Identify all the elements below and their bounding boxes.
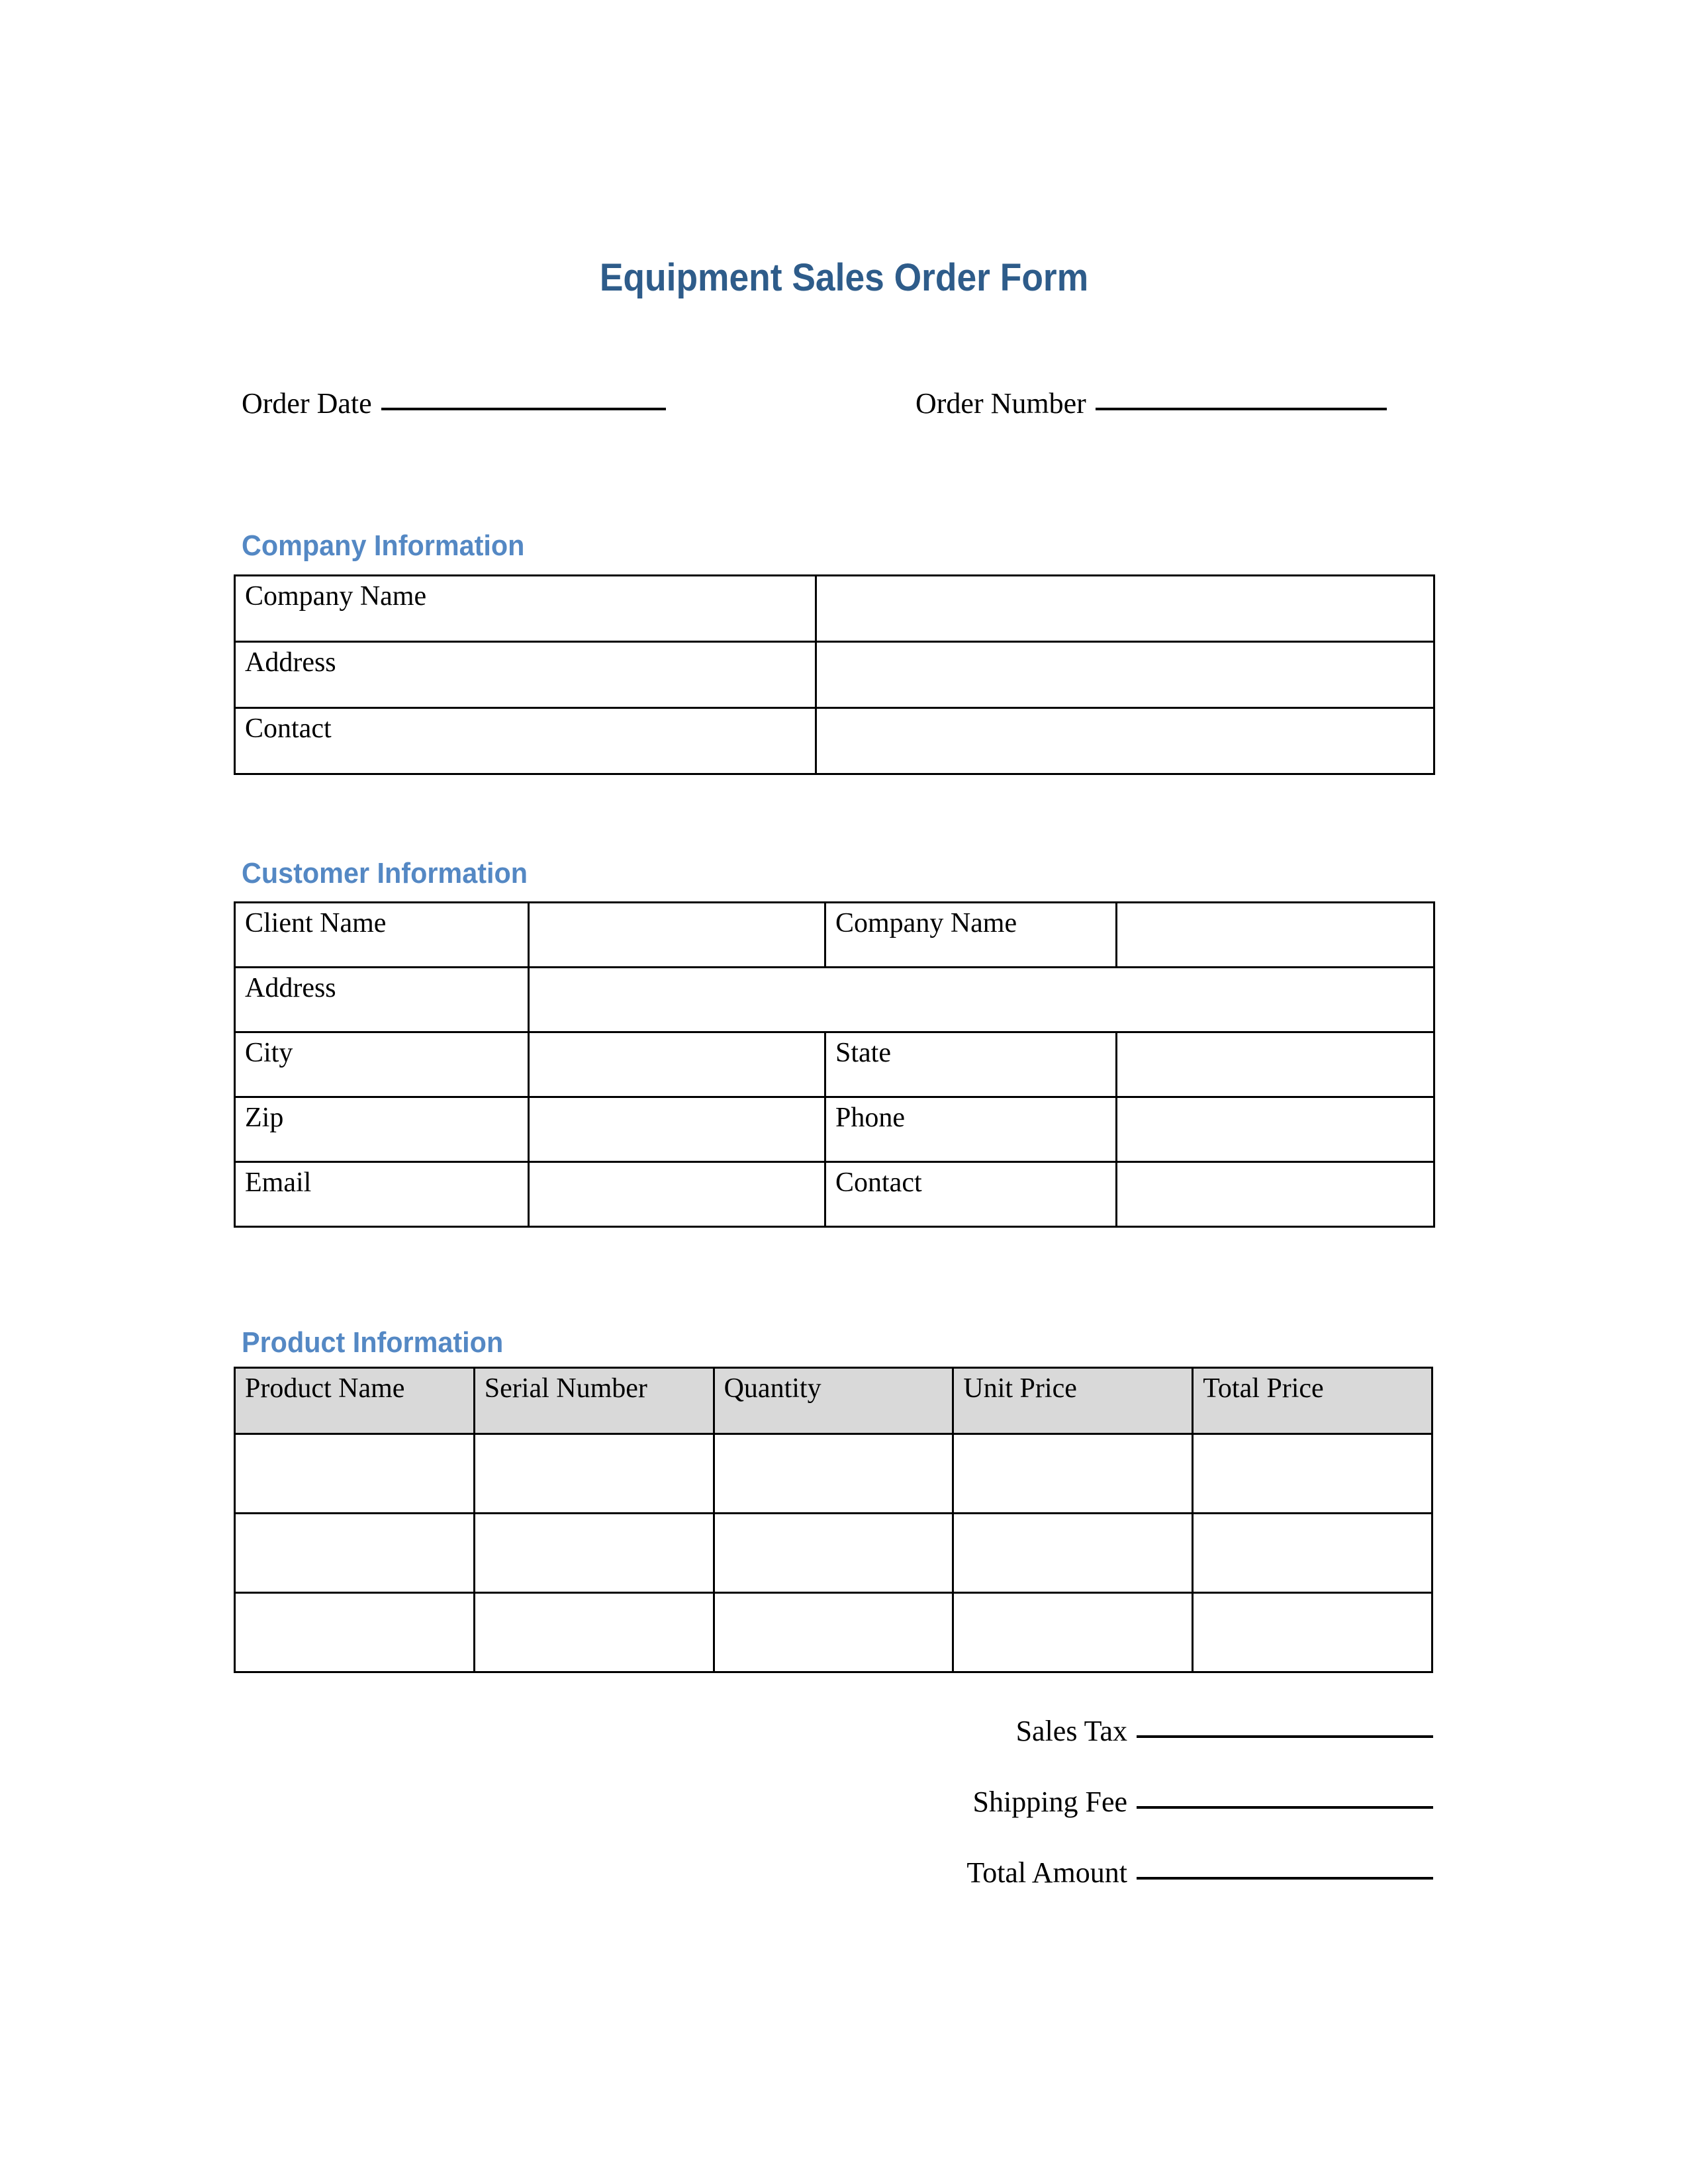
customer-email-input[interactable] xyxy=(529,1162,825,1227)
company-address-label: Address xyxy=(235,642,816,708)
column-header-product-name: Product Name xyxy=(235,1368,475,1434)
customer-email-label: Email xyxy=(235,1162,529,1227)
company-name-label: Company Name xyxy=(235,576,816,642)
unit-price-input[interactable] xyxy=(953,1593,1193,1672)
table-row xyxy=(235,642,1434,708)
total-price-input[interactable] xyxy=(1193,1514,1432,1593)
customer-zip-label: Zip xyxy=(235,1097,529,1162)
customer-address-input[interactable] xyxy=(529,968,1434,1032)
client-name-input[interactable] xyxy=(529,903,825,968)
company-address-input[interactable] xyxy=(816,642,1434,708)
section-heading-company: Company Information xyxy=(242,529,525,562)
customer-contact-label: Contact xyxy=(825,1162,1117,1227)
section-heading-customer: Customer Information xyxy=(242,857,528,889)
serial-number-input[interactable] xyxy=(474,1593,714,1672)
table-row xyxy=(235,1032,1434,1097)
company-information-table xyxy=(234,574,1435,775)
column-header-total-price: Total Price xyxy=(1193,1368,1432,1434)
column-header-quantity: Quantity xyxy=(714,1368,953,1434)
unit-price-input[interactable] xyxy=(953,1514,1193,1593)
order-date-input[interactable] xyxy=(381,408,666,410)
column-header-unit-price: Unit Price xyxy=(953,1368,1193,1434)
company-contact-input[interactable] xyxy=(816,708,1434,774)
serial-number-input[interactable] xyxy=(474,1514,714,1593)
client-name-label: Client Name xyxy=(235,903,529,968)
customer-address-label: Address xyxy=(235,968,529,1032)
customer-city-input[interactable] xyxy=(529,1032,825,1097)
serial-number-input[interactable] xyxy=(474,1434,714,1514)
order-number-input[interactable] xyxy=(1096,408,1387,410)
shipping-fee-input[interactable] xyxy=(1137,1806,1433,1809)
customer-state-input[interactable] xyxy=(1117,1032,1434,1097)
totals-section xyxy=(234,1714,1433,1927)
customer-information-table xyxy=(234,901,1435,1228)
order-date-label: Order Date xyxy=(242,387,372,420)
product-name-input[interactable] xyxy=(235,1593,475,1672)
customer-phone-label: Phone xyxy=(825,1097,1117,1162)
column-header-serial-number: Serial Number xyxy=(474,1368,714,1434)
company-name-input[interactable] xyxy=(816,576,1434,642)
customer-zip-input[interactable] xyxy=(529,1097,825,1162)
product-name-input[interactable] xyxy=(235,1514,475,1593)
customer-city-label: City xyxy=(235,1032,529,1097)
total-amount-line xyxy=(234,1856,1433,1889)
page-title: Equipment Sales Order Form xyxy=(599,256,1089,299)
table-header-row xyxy=(235,1368,1432,1434)
shipping-fee-line xyxy=(234,1785,1433,1819)
sales-tax-label: Sales Tax xyxy=(1015,1715,1127,1747)
table-row xyxy=(235,1434,1432,1514)
section-heading-product: Product Information xyxy=(242,1326,504,1359)
total-price-input[interactable] xyxy=(1193,1434,1432,1514)
order-date-field xyxy=(242,387,666,420)
customer-contact-input[interactable] xyxy=(1117,1162,1434,1227)
total-price-input[interactable] xyxy=(1193,1593,1432,1672)
product-information-table xyxy=(234,1367,1433,1673)
shipping-fee-label: Shipping Fee xyxy=(972,1786,1127,1818)
table-row xyxy=(235,1593,1432,1672)
table-row xyxy=(235,1162,1434,1227)
table-row xyxy=(235,708,1434,774)
sales-tax-line xyxy=(234,1714,1433,1748)
table-row xyxy=(235,576,1434,642)
customer-phone-input[interactable] xyxy=(1117,1097,1434,1162)
total-amount-label: Total Amount xyxy=(966,1856,1127,1889)
sales-tax-input[interactable] xyxy=(1137,1735,1433,1738)
order-number-label: Order Number xyxy=(915,387,1086,420)
table-row xyxy=(235,903,1434,968)
company-contact-label: Contact xyxy=(235,708,816,774)
unit-price-input[interactable] xyxy=(953,1434,1193,1514)
customer-company-name-label: Company Name xyxy=(825,903,1117,968)
product-name-input[interactable] xyxy=(235,1434,475,1514)
order-number-field xyxy=(915,387,1387,420)
table-row xyxy=(235,968,1434,1032)
quantity-input[interactable] xyxy=(714,1434,953,1514)
table-row xyxy=(235,1097,1434,1162)
customer-state-label: State xyxy=(825,1032,1117,1097)
quantity-input[interactable] xyxy=(714,1593,953,1672)
customer-company-name-input[interactable] xyxy=(1117,903,1434,968)
table-row xyxy=(235,1514,1432,1593)
quantity-input[interactable] xyxy=(714,1514,953,1593)
total-amount-input[interactable] xyxy=(1137,1877,1433,1880)
order-meta-row xyxy=(234,387,1433,426)
